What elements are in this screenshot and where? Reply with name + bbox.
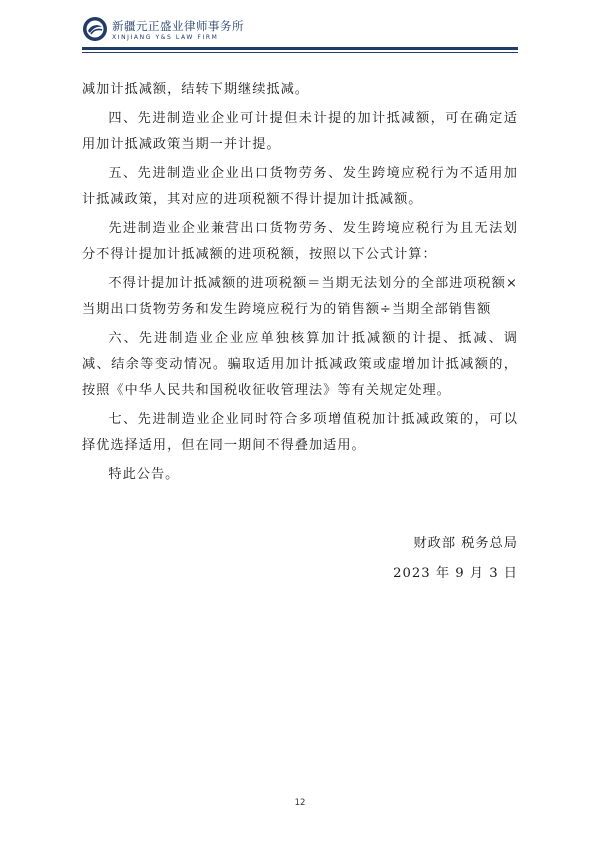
header-rule-thin	[82, 52, 518, 53]
issuer-signature: 财政部 税务总局	[413, 536, 518, 551]
paragraph-continuation: 减加计抵减额，结转下期继续抵减。	[82, 82, 309, 97]
page-number: 12	[294, 798, 306, 808]
paragraph-formula: 不得计提加计抵减额的进项税额＝当期无法划分的全部进项税额×当期出口货物劳务和发生跨境应税行为的销售额÷当期全部销售额	[82, 276, 518, 317]
firm-name-en: XINJIANG Y&S LAW FIRM	[112, 34, 219, 41]
paragraph-item-5: 五、先进制造业企业出口货物劳务、发生跨境应税行为不适用加计抵减政策，其对应的进项税额不得计提加计抵减额。	[82, 166, 518, 207]
issue-date: 2023 年 9 月 3 日	[393, 566, 518, 581]
paragraph-item-7: 七、先进制造业企业同时符合多项增值税加计抵减政策的，可以择优选择适用，但在同一期间不得叠加适用。	[82, 412, 518, 453]
paragraph-item-4: 四、先进制造业企业可计提但未计提的加计抵减额，可在确定适用加计抵减政策当期一并计提。	[82, 111, 518, 152]
paragraph-item-6: 六、先进制造业企业应单独核算加计抵减额的计提、抵减、调减、结余等变动情况。骗取适用加计抵减政策或虚增加计抵减额的，按照《中华人民共和国税收征收管理法》等有关规定处理。	[82, 331, 518, 398]
document-body	[82, 77, 518, 488]
paragraph-closing: 特此公告。	[108, 467, 180, 482]
firm-name-cn: 新疆元正盛业律师事务所	[112, 19, 244, 33]
paragraph-mixed-export: 先进制造业企业兼营出口货物劳务、发生跨境应税行为且无法划分不得计提加计抵减额的进项税额，按照以下公式计算：	[82, 221, 518, 262]
firm-logo-icon	[82, 16, 108, 42]
header-rule-thick	[82, 47, 518, 50]
